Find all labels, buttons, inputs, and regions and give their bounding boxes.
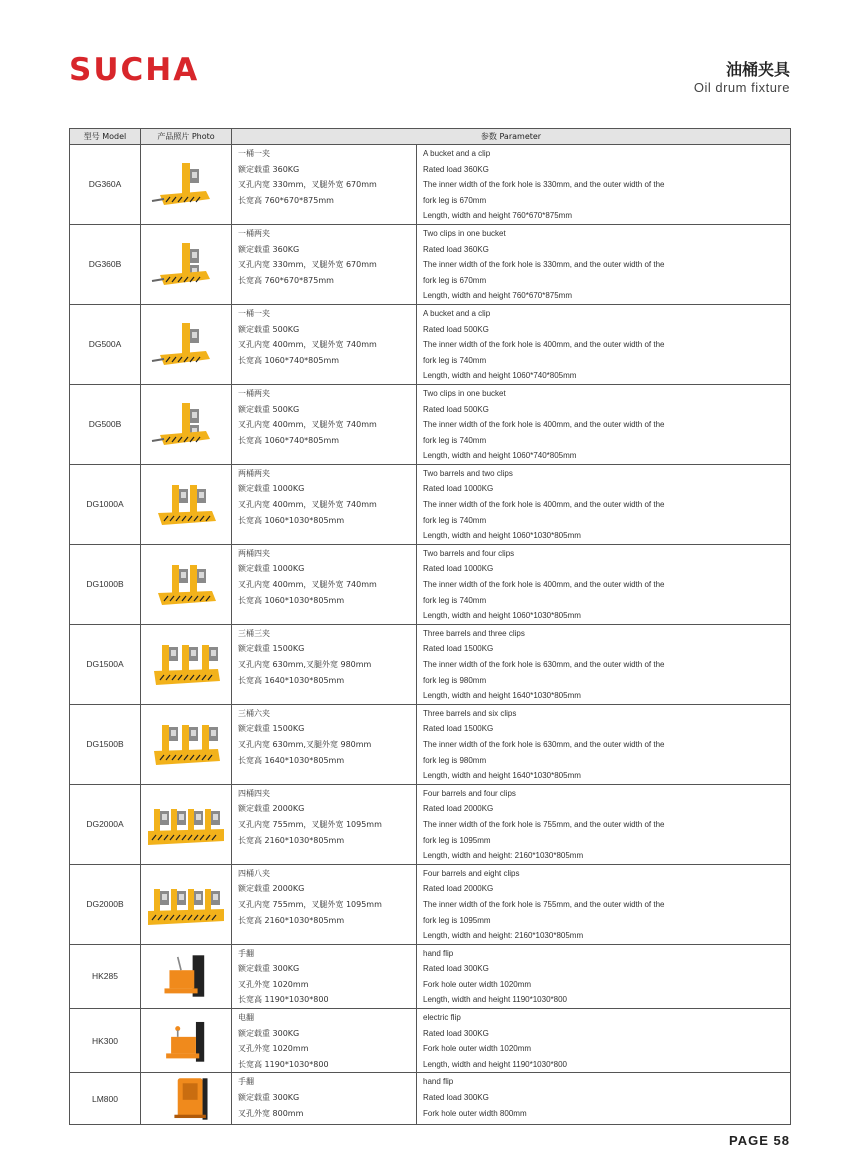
param-cn-cell (232, 704, 417, 784)
param-cn-cell (232, 624, 417, 704)
param-en-cell (417, 304, 791, 384)
param-cn-line: 长宽高 2160*1030*805mm (238, 915, 345, 925)
param-cn-line: 长宽高 1060*740*805mm (238, 435, 340, 445)
param-en-line: The inner width of the fork hole is 330mm, and the outer width of the (423, 180, 665, 190)
param-cn-line: 长宽高 760*670*875mm (238, 195, 334, 205)
param-cn-line: 三桶六夹 (238, 708, 270, 718)
header-model: 型号 Model (70, 129, 141, 145)
header-photo: 产品照片 Photo (141, 129, 232, 145)
param-en-line: Length, width and height: 2160*1030*805mm (423, 931, 584, 941)
table-row (70, 704, 791, 784)
param-en-line: Two barrels and two clips (423, 468, 513, 478)
param-cn-line: 额定载重 500KG (238, 324, 300, 334)
model-cell: DG500B (70, 384, 141, 464)
param-cn-cell (232, 944, 417, 1008)
param-cn-line: 四桶八夹 (238, 868, 270, 878)
param-en-line: fork leg is 980mm (423, 755, 487, 765)
param-cn-line: 额定载重 2000KG (238, 884, 305, 894)
param-en-line: fork leg is 1095mm (423, 915, 491, 925)
param-cn-cell (232, 784, 417, 864)
param-en-line: fork leg is 740mm (423, 595, 487, 605)
table-header-row (70, 129, 791, 145)
param-en-line: The inner width of the fork hole is 755mm, and the outer width of the (423, 899, 665, 909)
param-en-line: Rated load 500KG (423, 404, 489, 414)
param-en-line: A bucket and a clip (423, 308, 491, 318)
param-cn-line: 长宽高 1060*740*805mm (238, 355, 340, 365)
param-cn-line: 一桶两夹 (238, 228, 270, 238)
param-en-line: The inner width of the fork hole is 755mm, and the outer width of the (423, 819, 665, 829)
param-cn-line: 一桶一夹 (238, 308, 270, 318)
param-en-line: hand flip (423, 948, 454, 958)
product-photo (141, 304, 232, 384)
param-cn-cell (232, 304, 417, 384)
param-en-cell (417, 944, 791, 1008)
brand-logo: SUCHA (69, 52, 200, 88)
product-photo (141, 544, 232, 624)
param-cn-line: 叉孔内宽 400mm，叉腿外宽 740mm (238, 500, 377, 510)
param-en-line: Length, width and height 1190*1030*800 (423, 995, 567, 1005)
table-row (70, 224, 791, 304)
param-cn-line: 叉孔外宽 1020mm (238, 1044, 309, 1054)
param-en-line: Length, width and height 760*670*875mm (423, 211, 572, 221)
param-en-line: A bucket and a clip (423, 149, 491, 158)
product-photo (141, 1009, 232, 1073)
param-cn-line: 两桶四夹 (238, 548, 270, 558)
model-cell: DG500A (70, 304, 141, 384)
param-cn-line: 长宽高 1640*1030*805mm (238, 675, 345, 685)
param-en-line: The inner width of the fork hole is 330mm, and the outer width of the (423, 260, 665, 270)
param-en-line: The inner width of the fork hole is 630mm, and the outer width of the (423, 660, 665, 669)
table-row (70, 544, 791, 624)
model-cell: LM800 (70, 1073, 141, 1125)
param-cn-line: 手翻 (238, 1077, 254, 1087)
model-cell: DG360B (70, 224, 141, 304)
model-cell: DG1500B (70, 704, 141, 784)
product-photo (141, 224, 232, 304)
param-en-line: fork leg is 1095mm (423, 835, 491, 845)
param-en-line: Rated load 1500KG (423, 644, 494, 654)
param-cn-line: 叉孔内宽 330mm，叉腿外宽 670mm (238, 180, 377, 190)
product-photo (141, 145, 232, 225)
param-en-line: Length, width and height: 2160*1030*805mm (423, 851, 584, 861)
param-en-cell (417, 704, 791, 784)
product-photo (141, 1073, 232, 1125)
param-cn-cell (232, 384, 417, 464)
page-number: PAGE 58 (729, 1133, 790, 1148)
param-en-cell (417, 864, 791, 944)
param-en-line: Rated load 300KG (423, 1028, 489, 1038)
param-en-cell (417, 464, 791, 544)
param-en-line: Fork hole outer width 1020mm (423, 979, 532, 989)
param-en-line: fork leg is 670mm (423, 275, 487, 285)
param-en-line: Rated load 300KG (423, 964, 489, 974)
param-en-line: Rated load 1500KG (423, 724, 494, 734)
param-cn-line: 一桶两夹 (238, 388, 270, 398)
param-en-line: Length, width and height 760*670*875mm (423, 291, 572, 301)
param-cn-line: 额定载重 1500KG (238, 724, 305, 734)
model-cell: HK285 (70, 944, 141, 1008)
param-cn-line: 一桶一夹 (238, 149, 270, 158)
model-cell: DG2000B (70, 864, 141, 944)
model-cell: DG1500A (70, 624, 141, 704)
param-en-line: The inner width of the fork hole is 400mm, and the outer width of the (423, 420, 665, 430)
param-en-line: Rated load 360KG (423, 164, 489, 174)
model-cell: DG360A (70, 145, 141, 225)
param-cn-cell (232, 224, 417, 304)
param-cn-line: 四桶四夹 (238, 788, 270, 798)
product-photo (141, 944, 232, 1008)
param-en-line: Rated load 500KG (423, 324, 489, 334)
param-en-cell (417, 1073, 791, 1125)
param-cn-line: 额定载重 300KG (238, 1093, 300, 1103)
table-row (70, 1009, 791, 1073)
model-cell: DG1000A (70, 464, 141, 544)
param-en-line: fork leg is 670mm (423, 195, 487, 205)
table-row (70, 784, 791, 864)
product-photo (141, 784, 232, 864)
param-en-line: Rated load 2000KG (423, 884, 494, 894)
param-en-line: fork leg is 740mm (423, 435, 487, 445)
param-en-line: Two clips in one bucket (423, 388, 506, 398)
param-cn-line: 额定载重 1000KG (238, 564, 305, 574)
param-cn-line: 长宽高 1640*1030*805mm (238, 755, 345, 765)
param-en-line: Length, width and height 1640*1030*805mm (423, 691, 581, 701)
param-cn-line: 叉孔内宽 630mm,叉腿外宽 980mm (238, 660, 372, 669)
param-en-line: Length, width and height 1060*740*805mm (423, 451, 577, 461)
param-cn-cell (232, 1009, 417, 1073)
param-en-cell (417, 224, 791, 304)
param-en-line: Two barrels and four clips (423, 548, 515, 558)
param-cn-line: 额定载重 1000KG (238, 484, 305, 494)
param-en-line: fork leg is 740mm (423, 355, 487, 365)
param-en-line: Rated load 1000KG (423, 564, 494, 574)
model-cell: DG2000A (70, 784, 141, 864)
param-en-line: Four barrels and eight clips (423, 868, 520, 878)
product-photo (141, 704, 232, 784)
param-cn-line: 额定载重 360KG (238, 164, 300, 174)
param-en-line: Rated load 1000KG (423, 484, 494, 494)
param-cn-line: 叉孔外宽 1020mm (238, 979, 309, 989)
param-cn-line: 长宽高 2160*1030*805mm (238, 835, 345, 845)
param-en-line: Four barrels and four clips (423, 788, 516, 798)
param-cn-line: 额定载重 2000KG (238, 804, 305, 814)
param-en-cell (417, 1009, 791, 1073)
table-row (70, 624, 791, 704)
param-en-cell (417, 624, 791, 704)
param-en-line: Length, width and height 1190*1030*800 (423, 1059, 567, 1069)
param-en-line: Rated load 300KG (423, 1093, 489, 1103)
param-cn-line: 叉孔内宽 400mm，叉腿外宽 740mm (238, 340, 377, 350)
spec-table (69, 128, 791, 1125)
param-en-line: Three barrels and six clips (423, 708, 517, 718)
param-cn-cell (232, 464, 417, 544)
product-photo (141, 864, 232, 944)
param-cn-line: 两桶两夹 (238, 468, 270, 478)
param-cn-line: 叉孔内宽 755mm，叉腿外宽 1095mm (238, 899, 382, 909)
param-cn-line: 额定载重 360KG (238, 244, 300, 254)
table-body (70, 145, 791, 1125)
param-en-line: The inner width of the fork hole is 630mm, and the outer width of the (423, 739, 665, 749)
table-row (70, 864, 791, 944)
param-cn-line: 电翻 (238, 1013, 254, 1023)
product-photo (141, 384, 232, 464)
param-cn-line: 叉孔内宽 400mm，叉腿外宽 740mm (238, 580, 377, 590)
page-title-en: Oil drum fixture (693, 80, 790, 95)
param-en-cell (417, 784, 791, 864)
param-en-line: The inner width of the fork hole is 400mm, and the outer width of the (423, 340, 665, 350)
product-photo (141, 624, 232, 704)
param-cn-line: 长宽高 1190*1030*800 (238, 995, 329, 1005)
param-en-line: electric flip (423, 1013, 461, 1023)
param-en-cell (417, 384, 791, 464)
table-row (70, 384, 791, 464)
param-en-cell (417, 145, 791, 225)
param-cn-line: 额定载重 300KG (238, 964, 300, 974)
header-parameter: 参数 Parameter (232, 129, 791, 145)
param-cn-line: 叉孔内宽 630mm,叉腿外宽 980mm (238, 739, 372, 749)
param-cn-line: 叉孔内宽 400mm，叉腿外宽 740mm (238, 420, 377, 430)
param-en-line: Rated load 2000KG (423, 804, 494, 814)
param-cn-line: 叉孔内宽 755mm，叉腿外宽 1095mm (238, 819, 382, 829)
param-en-line: fork leg is 740mm (423, 515, 487, 525)
param-en-line: The inner width of the fork hole is 400mm, and the outer width of the (423, 580, 665, 590)
param-en-cell (417, 544, 791, 624)
param-en-line: Length, width and height 1060*740*805mm (423, 371, 577, 381)
param-en-line: Fork hole outer width 1020mm (423, 1044, 532, 1054)
param-cn-line: 叉孔内宽 330mm，叉腿外宽 670mm (238, 260, 377, 270)
product-photo (141, 464, 232, 544)
param-cn-line: 长宽高 760*670*875mm (238, 275, 334, 285)
param-cn-cell (232, 145, 417, 225)
table-row (70, 1073, 791, 1125)
param-en-line: Length, width and height 1060*1030*805mm (423, 611, 581, 621)
param-cn-line: 额定载重 1500KG (238, 644, 305, 654)
param-cn-cell (232, 864, 417, 944)
model-cell: HK300 (70, 1009, 141, 1073)
param-en-line: fork leg is 980mm (423, 675, 487, 685)
param-cn-cell (232, 544, 417, 624)
param-cn-cell (232, 1073, 417, 1125)
param-en-line: Length, width and height 1640*1030*805mm (423, 771, 581, 781)
param-en-line: Three barrels and three clips (423, 628, 525, 638)
param-en-line: Two clips in one bucket (423, 228, 506, 238)
param-cn-line: 手翻 (238, 948, 254, 958)
param-en-line: Length, width and height 1060*1030*805mm (423, 531, 581, 541)
param-cn-line: 长宽高 1060*1030*805mm (238, 595, 345, 605)
model-cell: DG1000B (70, 544, 141, 624)
table-row (70, 304, 791, 384)
param-cn-line: 长宽高 1060*1030*805mm (238, 515, 345, 525)
param-en-line: Rated load 360KG (423, 244, 489, 254)
param-en-line: hand flip (423, 1077, 454, 1087)
param-cn-line: 额定载重 300KG (238, 1028, 300, 1038)
param-cn-line: 额定载重 500KG (238, 404, 300, 414)
table-row (70, 464, 791, 544)
table-row (70, 944, 791, 1008)
param-en-line: The inner width of the fork hole is 400mm, and the outer width of the (423, 500, 665, 510)
param-cn-line: 长宽高 1190*1030*800 (238, 1059, 329, 1069)
page-title-cn: 油桶夹具 (725, 60, 790, 79)
table-row (70, 145, 791, 225)
param-en-line: Fork hole outer width 800mm (423, 1108, 527, 1118)
param-cn-line: 叉孔外宽 800mm (238, 1108, 304, 1118)
param-cn-line: 三桶三夹 (238, 628, 270, 638)
